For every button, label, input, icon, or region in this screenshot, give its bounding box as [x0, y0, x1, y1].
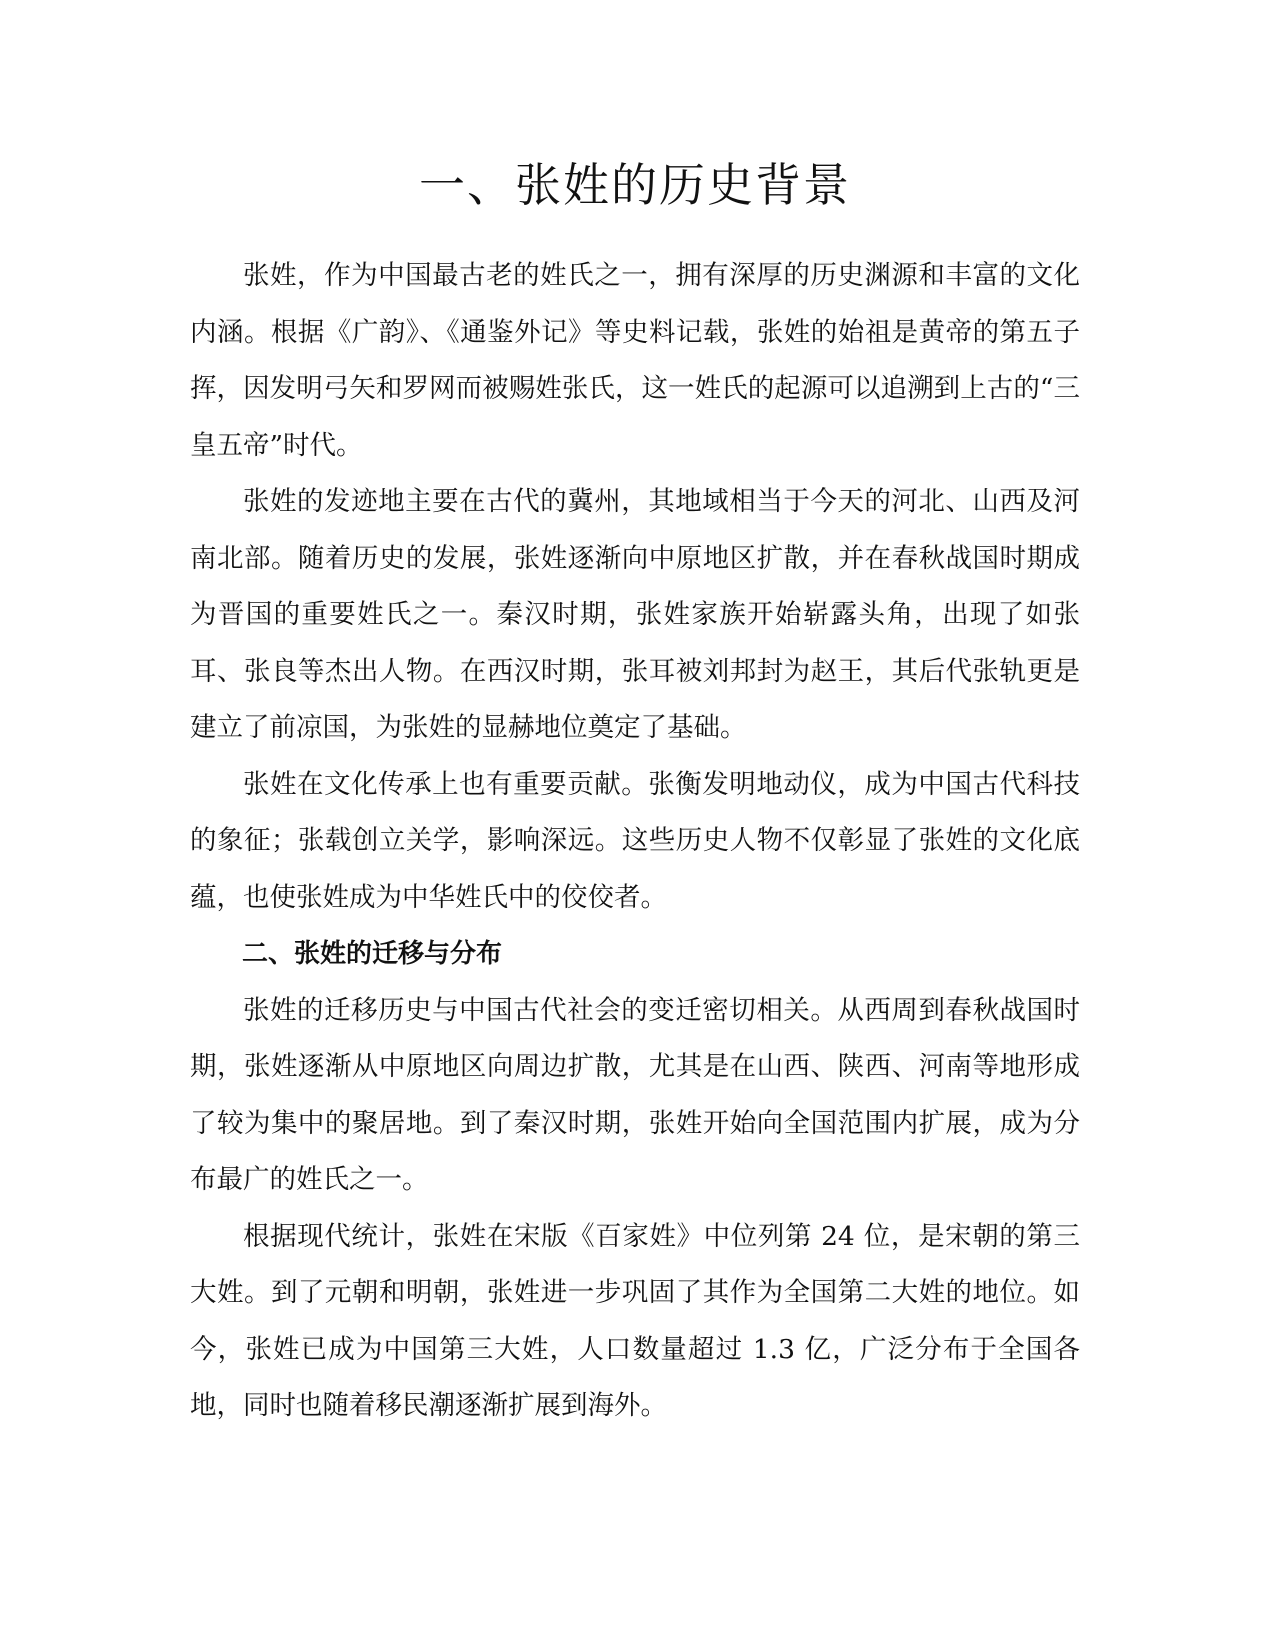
paragraph-origin: 张姓，作为中国最古老的姓氏之一，拥有深厚的历史渊源和丰富的文化内涵。根据《广韵》、《通鉴外记》等史料记载，张姓的始祖是黄帝的第五子挥，因发明弓矢和罗网而被赐姓张氏，这一姓氏的起源可以追溯到上古的“三皇五帝”时代。 — [190, 260, 1080, 461]
paragraph-early-development: 张姓的发迹地主要在古代的冀州，其地域相当于今天的河北、山西及河南北部。随着历史的发展，张姓逐渐向中原地区扩散，并在春秋战国时期成为晋国的重要姓氏之一。秦汉时期，张姓家族开始崭露头角，出现了如张耳、张良等杰出人物。在西汉时期，张耳被刘邦封为赵王，其后代张轨更是建立了前凉国，为张姓的显赫地位奠定了基础。 — [190, 486, 1080, 743]
document-body — [190, 150, 1080, 1435]
paragraph-modern-distribution: 根据现代统计，张姓在宋版《百家姓》中位列第 24 位，是宋朝的第三大姓。到了元朝和明朝，张姓进一步巩固了其作为全国第二大姓的地位。如今，张姓已成为中国第三大姓，人口数量超过 1.3 亿，广泛分布于全国各地，同时也随着移民潮逐渐扩展到海外。 — [190, 1220, 1080, 1421]
paragraph-migration-history: 张姓的迁移历史与中国古代社会的变迁密切相关。从西周到春秋战国时期，张姓逐渐从中原地区向周边扩散，尤其是在山西、陕西、河南等地形成了较为集中的聚居地。到了秦汉时期，张姓开始向全国范围内扩展，成为分布最广的姓氏之一。 — [190, 994, 1080, 1195]
section-heading-migration: 二、张姓的迁移与分布 — [242, 939, 503, 969]
document-title: 一、张姓的历史背景 — [419, 158, 851, 212]
paragraph-cultural-contribution: 张姓在文化传承上也有重要贡献。张衡发明地动仪，成为中国古代科技的象征；张载创立关学，影响深远。这些历史人物不仅彰显了张姓的文化底蕴，也使张姓成为中华姓氏中的佼佼者。 — [190, 768, 1080, 913]
